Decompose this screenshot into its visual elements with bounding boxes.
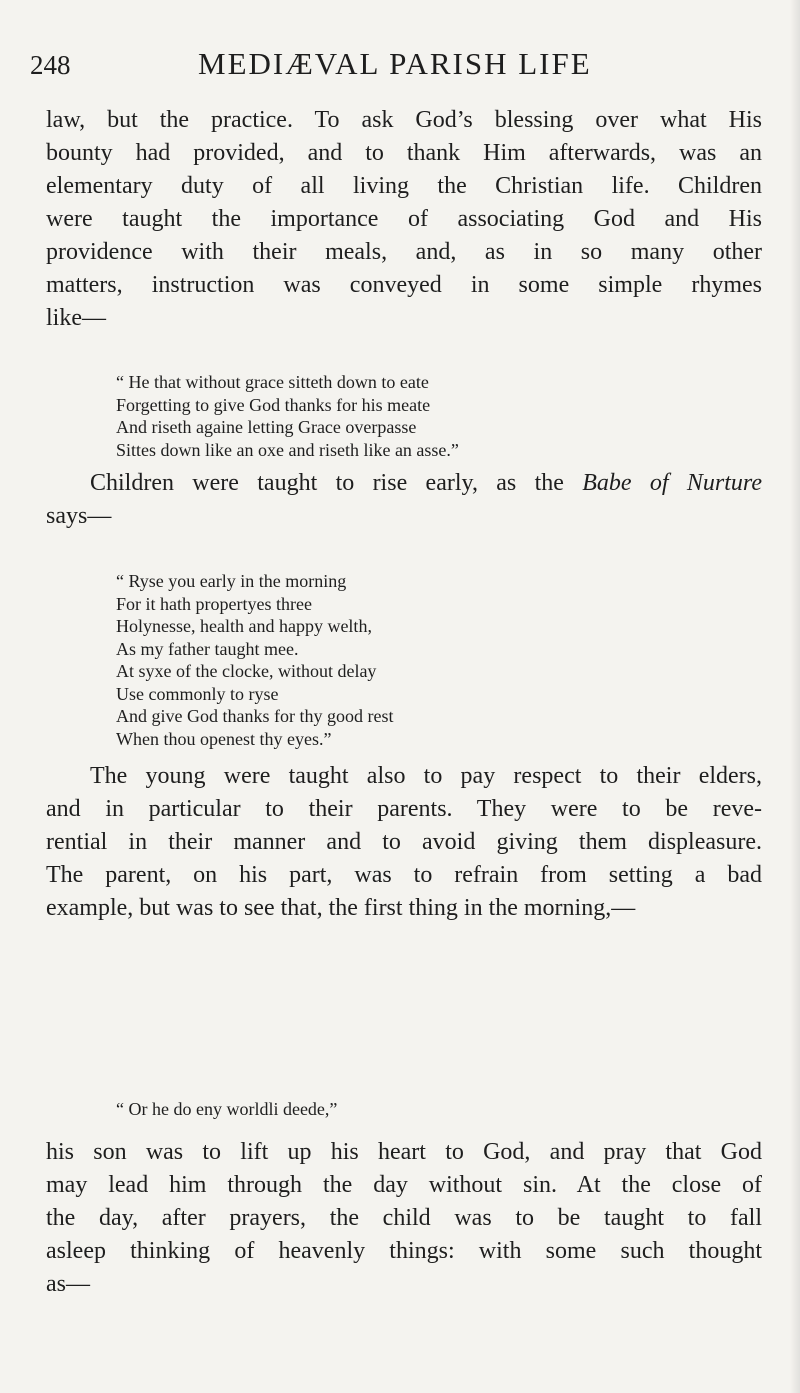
verse-line: At syxe of the clocke, without delay [116,661,377,681]
paragraph-heavenly-things [46,1136,762,1301]
text-line: example, but was to see that, the first thing in the morning,— [46,895,636,921]
text-line: like— [46,305,106,331]
verse-line: “ Or he do eny worldli deede,” [116,1099,338,1119]
verse-line: As my father taught mee. [116,638,299,659]
verse-line: And riseth againe letting Grace overpasse [116,417,417,437]
verse-line: When thou openest thy eyes.” [116,728,332,749]
text-line: providence with their meals, and, as in so many other [46,239,762,265]
text-line: as— [46,1271,90,1297]
text-line: the day, after prayers, the child was to be taught to fall [46,1205,762,1231]
book-title: Babe of Nurture [582,470,762,496]
text-line: The young were taught also to pay respect to their elders, [90,763,762,789]
paragraph-grace-duty [46,104,762,335]
text-line: says— [46,503,112,529]
text-line: elementary duty of all living the Christian life. Children [46,173,762,199]
text-line: asleep thinking of heavenly things: with some such thought [46,1238,762,1264]
verse-line: Sittes down like an oxe and riseth like an asse.” [116,439,459,460]
page-header [30,46,760,90]
verse-line: Use commonly to ryse [116,683,279,704]
paragraph-rise-early [46,467,762,533]
text-line: matters, instruction was conveyed in some simple rhymes [46,272,762,298]
verse-line: For it hath propertyes three [116,593,312,614]
text-line: rential in their manner and to avoid giving them displeasure. [46,829,762,855]
text-line: and in particular to their parents. They were to be reve- [46,796,762,822]
text-line [46,467,762,500]
text-line: may lead him through the day without sin. At the close of [46,1172,762,1198]
verse-line: And give God thanks for thy good rest [116,706,394,726]
verse-rising [116,570,393,750]
verse-line: “ He that without grace sitteth down to eate [116,372,429,392]
verse-worldly-deed [116,1098,337,1121]
text-line: his son was to lift up his heart to God, and pray that God [46,1139,762,1165]
text-line: were taught the importance of associating God and His [46,206,762,232]
page-number: 248 [30,50,71,80]
text-line: bounty had provided, and to thank Him afterwards, was an [46,140,762,166]
running-title: MEDIÆVAL PARISH LIFE [198,46,592,81]
verse-grace [116,371,459,461]
text-run: Children were taught to rise early, as the [90,470,583,496]
verse-line: “ Ryse you early in the morning [116,571,347,591]
text-line: The parent, on his part, was to refrain from setting a bad [46,862,762,888]
text-line: law, but the practice. To ask God’s blessing over what His [46,107,762,133]
page-edge-shadow [790,0,800,1393]
verse-line: Forgetting to give God thanks for his meate [116,394,431,415]
paragraph-respect-elders [46,760,762,925]
verse-line: Holynesse, health and happy welth, [116,616,372,636]
